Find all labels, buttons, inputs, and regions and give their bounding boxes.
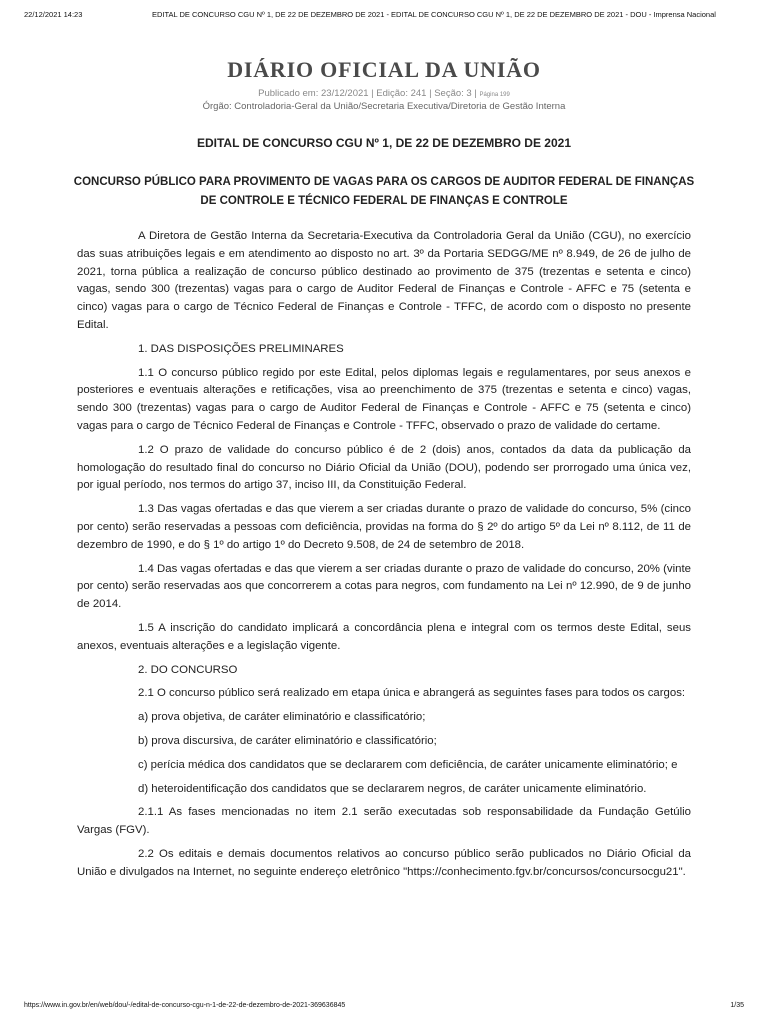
- paragraph: 1.1 O concurso público regido por este Edital, pelos diplomas legais e regulamentares, por seus anexos e posteriores e eventuais alterações e retificações, visa ao preenchimento de 375 (trezentas e setenta e cinco) vagas, sendo 300 (trezentas) vagas para o cargo de Auditor Federal de Finanças e Controle - AFFC e 75 (setenta e cinco) vagas para o cargo de Técnico Federal de Finanças e Controle - TFFC, observado o prazo de validade do certame.: [77, 366, 691, 432]
- paragraph: 2.2 Os editais e demais documentos relativos ao concurso público serão publicados no Diário Oficial da União e divulgados na Internet, no seguinte endereço eletrônico "https://conhecimento.fgv.br/concursos/concursocgu21".: [77, 847, 691, 878]
- print-url: https://www.in.gov.br/en/web/dou/-/edital-de-concurso-cgu-n-1-de-22-de-dezembro-de-2021-369636845: [24, 1002, 346, 1009]
- section-heading: 1. DAS DISPOSIÇÕES PRELIMINARES: [138, 342, 344, 355]
- paragraph: 1.4 Das vagas ofertadas e das que vierem a ser criadas durante o prazo de validade do concurso, 20% (vinte por cento) serão reservadas aos que concorrerem a cotas para negros, com fundamento na Lei nº 12.990, de 9 de junho de 2014.: [77, 562, 691, 611]
- list-item: b) prova discursiva, de caráter eliminatório e classificatório;: [138, 734, 437, 747]
- print-timestamp: 22/12/2021 14:23: [24, 10, 83, 19]
- list-item: d) heteroidentificação dos candidatos que se declararem negros, de caráter unicamente eliminatório.: [138, 782, 647, 795]
- concurso-title: CONCURSO PÚBLICO PARA PROVIMENTO DE VAGAS PARA OS CARGOS DE AUDITOR FEDERAL DE FINANÇAS DE CONTROLE E TÉCNICO FEDERAL DE FINANÇAS E CONTROLE: [73, 176, 695, 207]
- document-body: [77, 228, 691, 888]
- publication-info: Publicado em: 23/12/2021 | Edição: 241 | Seção: 3 |: [258, 88, 480, 99]
- paragraph: 1.3 Das vagas ofertadas e das que vierem a ser criadas durante o prazo de validade do concurso, 5% (cinco por cento) serão reservadas a pessoas com deficiência, providas na forma do § 2º do artigo 5º da Lei nº 8.112, de 11 de dezembro de 1990, e do § 1º do artigo 1º do Decreto 9.508, de 24 de setembro de 2018.: [77, 503, 691, 551]
- paragraph: 1.2 O prazo de validade do concurso público é de 2 (dois) anos, contados da data da publicação da homologação do resultado final do concurso no Diário Oficial da União (DOU), podendo ser prorrogado uma única vez, por igual período, nos termos do artigo 37, inciso III, da Constituição Federal.: [77, 443, 691, 492]
- print-page-title: EDITAL DE CONCURSO CGU Nº 1, DE 22 DE DEZEMBRO DE 2021 - EDITAL DE CONCURSO CGU Nº 1, DE 22 DE DEZEMBRO DE 2021 - DOU - Imprensa Nacional: [152, 10, 716, 19]
- publication-meta: [0, 88, 768, 99]
- masthead: [0, 57, 768, 112]
- section-heading: 2. DO CONCURSO: [138, 663, 238, 676]
- paragraph: 2.1 O concurso público será realizado em etapa única e abrangerá as seguintes fases para todos os cargos:: [138, 687, 686, 700]
- paragraph: 2.1.1 As fases mencionadas no item 2.1 serão executadas sob responsabilidade da Fundação Getúlio Vargas (FGV).: [77, 806, 691, 837]
- paragraph: 1.5 A inscrição do candidato implicará a concordância plena e integral com os termos deste Edital, seus anexos, eventuais alterações e a legislação vigente.: [77, 621, 691, 652]
- list-item: c) perícia médica dos candidatos que se declararem com deficiência, de caráter unicamente eliminatório; e: [138, 758, 678, 771]
- paragraph: A Diretora de Gestão Interna da Secretaria-Executiva da Controladoria Geral da União (CGU), no exercício das suas atribuições legais e em atendimento ao disposto no art. 3º da Portaria SEDGG/ME nº 8.949, de 26 de julho de 2021, torna pública a realização de concurso público destinado ao provimento de 375 (trezentas e setenta e cinco) vagas, sendo 300 (trezentas) vagas para o cargo de Auditor Federal de Finanças e Controle - AFFC e 75 (setenta e cinco) vagas para o cargo de Técnico Federal de Finanças e Controle - TFFC, de acordo com o disposto no presente Edital.: [77, 230, 691, 331]
- list-item: a) prova objetiva, de caráter eliminatório e classificatório;: [138, 711, 426, 724]
- page-counter: 1/35: [730, 1002, 744, 1009]
- edital-title: EDITAL DE CONCURSO CGU Nº 1, DE 22 DE DEZEMBRO DE 2021: [196, 136, 571, 150]
- orgao: Órgão: Controladoria-Geral da União/Secretaria Executiva/Diretoria de Gestão Interna: [202, 101, 566, 112]
- page-label: Página 199: [479, 92, 510, 98]
- newspaper-title: DIÁRIO OFICIAL DA UNIÃO: [227, 57, 541, 82]
